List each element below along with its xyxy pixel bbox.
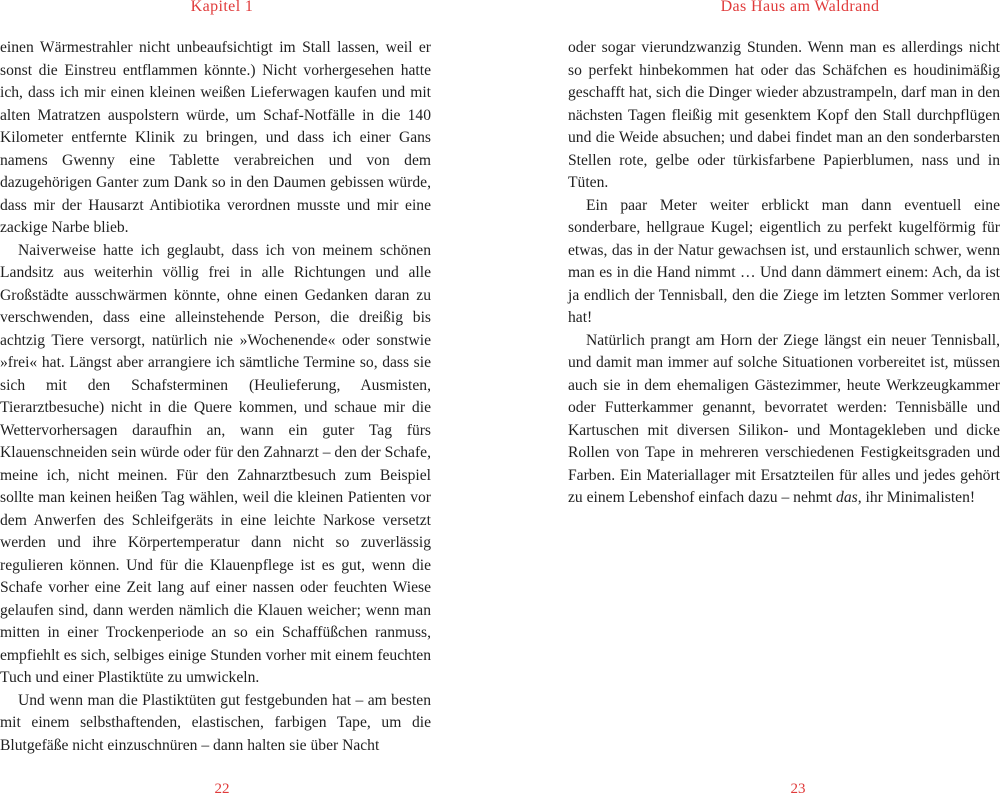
paragraph: einen Wärmestrahler nicht unbeaufsichtigt im Stall lassen, weil er sonst die Einstreu entflammen könnte.) Nicht vorhergesehen hatte ich, dass ich mir einen kleinen weißen Lieferwagen kaufen und mit alten Matratzen auspolstern würde, um Schaf-Notfälle in die 140 Kilometer entfernte Klinik zu bringen, und dass ich einer Gans namens Gwenny eine Tablette verabreichen und von dem dazugehörigen Ganter zum Dank so in den Daumen gebissen würde, dass mir der Hausarzt Antibiotika verordnen musste und mir eine zackige Narbe blieb. <box>0 39 431 236</box>
paragraph-text: Natürlich prangt am Horn der Ziege längst ein neuer Tennisball, und damit man immer auf solche Situationen vorbereitet ist, müssen auch sie in dem ehemaligen Gästezimmer, heute Werkzeugkammer oder Futterkammer genannt, bevorratet werden: Tennisbälle und Kartuschen mit diversen Silikon- und Montagekleben und dicke Rollen von Tape in mehreren verschiedenen Festigkeitsgraden und Farben. Ein Materiallager mit Ersatzteilen für alles und jedes gehört zu einem Lebenshof einfach dazu – nehmt <box>568 331 1000 506</box>
paragraph: Ein paar Meter weiter erblickt man dann eventuell eine sonderbare, hellgraue Kugel; eigentlich zu perfekt kugelförmig für etwas, das in der Natur gewachsen ist, und erstaunlich schwer, wenn man es in die Hand nimmt … Und dann dämmert einem: Ach, da ist ja endlich der Tennisball, den die Ziege im letzten Sommer verloren hat! <box>568 196 1000 326</box>
paragraph: Naiverweise hatte ich geglaubt, dass ich von meinem schönen Landsitz aus weiterhin völlig frei in alle Richtungen und alle Großstädte ausschwärmen könnte, ohne einen Gedanken daran zu verschwenden, dass eine alleinstehende Person, die dreißig bis achtzig Tiere versorgt, natürlich nie »Wochenende« oder sonstwie »frei« hat. Längst aber arrangiere ich sämtliche Termine so, dass sie sich mit den Schafsterminen (Heulieferung, Ausmisten, Tierarztbesuche) nicht in die Quere kommen, und schaue mir die Wettervorhersagen daraufhin an, wann ein guter Tag fürs Klauenschneiden sein würde oder für den Zahnarzt – den der Schafe, meine ich, nicht meinen. Für den Zahnarztbesuch zum Beispiel sollte man keinen heißen Tag wählen, weil die kleinen Patienten vor dem Anwerfen des Schleifgeräts in eine leichte Narkose versetzt werden und ihre Körpertemperatur dann nicht so zuverlässig regulieren können. Und für die Klauenpflege ist es gut, wenn die Schafe vorher eine Zeit lang auf einer nassen oder feuchten Wiese gelaufen sind, dann werden nämlich die Klauen weicher; wenn man mitten in einer Trockenperiode an so ein Schaffüßchen ranmuss, empfiehlt es sich, selbiges einige Stunden vorher mit einem feuchten Tuch und einer Plastiktüte zu umwickeln. <box>0 241 431 686</box>
left-page-body <box>0 37 431 757</box>
right-page <box>540 0 1000 800</box>
page-number-right: 23 <box>790 781 806 797</box>
right-page-body <box>568 37 1000 510</box>
left-page <box>0 0 460 800</box>
paragraph: oder sogar vierundzwanzig Stunden. Wenn man es allerdings nicht so perfekt hinbekommen hat oder das Schäfchen es houdinimäßig geschafft hat, sich die Dinger wieder abzustrampeln, darf man in den nächsten Tagen fleißig mit gesenktem Kopf den Stall durchpflügen und die Weide absuchen; und dabei findet man an den sonderbarsten Stellen rote, gelbe oder türkisfarbene Papierblumen, nass und in Tüten. <box>568 39 1000 191</box>
running-head-left: Kapitel 1 <box>190 0 254 15</box>
page-number-left: 22 <box>214 781 230 797</box>
emphasis-word: das <box>836 489 858 506</box>
running-head-right: Das Haus am Waldrand <box>720 0 880 15</box>
paragraph: Und wenn man die Plastiktüten gut festgebunden hat – am besten mit einem selbsthaftenden, elastischen, farbigen Tape, um die Blutgefäße nicht einzuschnüren – dann halten sie über Nacht <box>0 691 431 754</box>
paragraph-final <box>568 330 1000 510</box>
paragraph-tail: , ihr Minimalisten! <box>857 489 976 506</box>
